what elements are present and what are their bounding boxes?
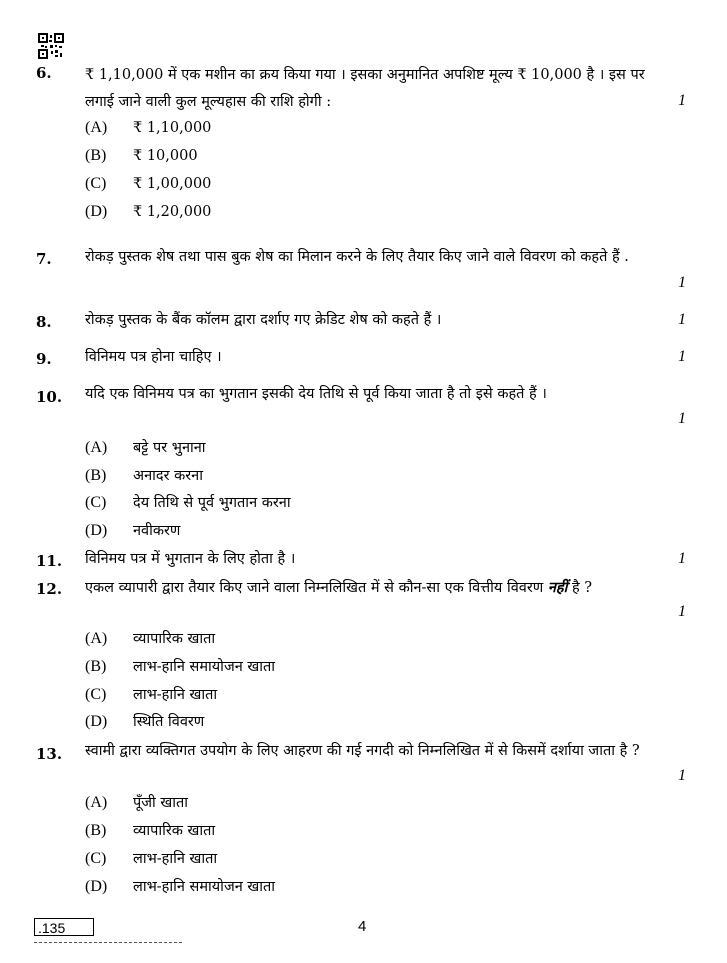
question-text [85,307,655,334]
option-a [85,625,215,653]
option-a [85,434,206,462]
option-text: स्थिति विवरण [133,714,205,730]
question-text [85,574,655,602]
question-text-after: होना चाहिए । [151,349,222,365]
option-text: ₹ 1,10,000 [133,120,212,136]
question-text: स्वामी द्वारा व्यक्तिगत उपयोग के लिए आहरण की गई नगदी को निम्नलिखित में से किसमें दर्शाया जाता है ? [85,743,640,759]
option-a [85,789,188,817]
option-text: बट्टे पर भुनाना [133,440,206,456]
option-text: पूँजी खाता [133,795,188,811]
question-number: 9. [36,350,52,368]
option-label: (C) [85,850,107,867]
option-text: व्यापारिक खाता [133,631,216,647]
question-text-before: रोकड़ पुस्तक के बैंक कॉलम द्वारा दर्शाए गए क्रेडिट शेष को कहते हैं [85,312,432,328]
option-d [85,873,275,901]
question-text [85,244,655,271]
option-text: ₹ 1,20,000 [133,204,212,220]
marks: 1 [678,550,686,567]
marks: 1 [678,348,686,365]
option-text: देय तिथि से पूर्व भुगतान करना [133,495,291,511]
question-text-before: रोकड़ पुस्तक शेष तथा पास बुक शेष का मिलान करने के लिए तैयार किए जाने वाले विवरण को कहते हैं [85,249,620,265]
option-label: (A) [85,794,108,811]
option-label: (C) [85,686,107,703]
option-label: (D) [85,522,108,539]
option-c [85,489,291,517]
option-label: (A) [85,119,108,136]
option-d [85,517,180,545]
option-label: (D) [85,713,108,730]
question-number: 10. [36,388,63,406]
question-text-before: यदि एक विनिमय पत्र का भुगतान इसकी देय तिथि से पूर्व किया जाता है तो इसे [85,386,493,402]
question-text [85,546,655,573]
paper-code: .135 [34,918,94,936]
footer-divider [34,942,182,943]
marks: 1 [678,410,686,427]
option-label: (B) [85,658,107,675]
option-label: (B) [85,147,107,164]
marks: 1 [678,603,686,620]
option-a [85,114,211,142]
marks: 1 [678,92,686,109]
question-number: 12. [36,580,63,598]
option-d [85,198,211,226]
option-label: (D) [85,878,108,895]
option-d [85,708,204,736]
option-label: (B) [85,467,107,484]
option-text: व्यापारिक खाता [133,823,216,839]
option-b [85,817,215,845]
question-text-after: है ? [571,580,593,596]
question-text-before: विनिमय पत्र [85,349,147,365]
page-number: 4 [358,918,367,935]
question-number: 6. [36,64,52,82]
option-text: नवीकरण [133,523,181,539]
question-text [85,344,655,371]
question-text-before: एकल व्यापारी द्वारा तैयार किए जाने वाला निम्नलिखित में से कौन-सा एक वित्तीय विवरण [85,580,544,596]
option-text: अनादर करना [133,468,203,484]
option-label: (A) [85,630,108,647]
qr-code-icon [38,33,64,59]
option-c [85,845,217,873]
option-b [85,142,198,170]
question-text [85,381,655,408]
question-text-after: . [624,249,629,265]
option-b [85,462,203,490]
question-text-after: कहते हैं । [497,386,547,402]
option-b [85,653,275,681]
question-number: 7. [36,250,52,268]
option-label: (B) [85,822,107,839]
option-label: (D) [85,203,108,220]
option-label: (C) [85,175,107,192]
question-text-after: । [435,312,442,328]
marks: 1 [678,274,686,291]
option-text: ₹ 1,00,000 [133,176,212,192]
option-label: (C) [85,494,107,511]
question-number: 11. [36,552,63,570]
option-c [85,681,217,709]
question-text-after: होता है । [249,551,296,567]
option-text: लाभ-हानि समायोजन खाता [133,879,275,895]
option-text: लाभ-हानि समायोजन खाता [133,659,275,675]
option-text: लाभ-हानि खाता [133,851,218,867]
option-text: ₹ 10,000 [133,148,198,164]
option-label: (A) [85,439,108,456]
question-text: ₹ 1,10,000 में एक मशीन का क्रय किया गया । इसका अनुमानित अपशिष्ट मूल्य ₹ 10,000 है । इस पर लगाई जाने वाली कुल मूल्यहास की राशि होगी : [85,67,645,110]
question-text-before: विनिमय पत्र में भुगतान के लिए [85,551,245,567]
marks: 1 [678,767,686,784]
question-text-emphasis: नहीं [547,579,568,596]
question-number: 13. [36,745,63,763]
option-c [85,170,211,198]
marks: 1 [678,311,686,328]
question-number: 8. [36,313,52,331]
option-text: लाभ-हानि खाता [133,687,218,703]
